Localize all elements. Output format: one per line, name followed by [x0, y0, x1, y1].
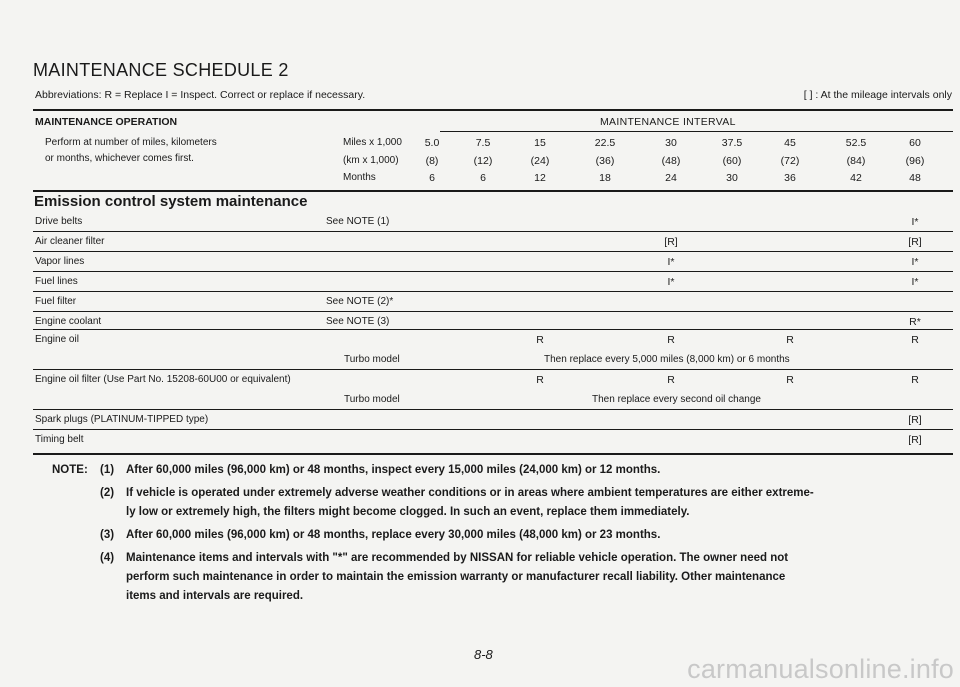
- row-note-ref: Turbo model: [344, 394, 400, 405]
- note-number: (2): [100, 487, 115, 499]
- interval-months-7: 42: [850, 172, 862, 184]
- watermark: carmanualsonline.info: [687, 654, 954, 684]
- perform-instruction-line1: Perform at number of miles, kilometers: [45, 137, 217, 148]
- interval-km-6: (72): [780, 155, 800, 167]
- row-item-label: Engine coolant: [35, 316, 102, 327]
- row-rule: [33, 429, 953, 430]
- row-item-label: Fuel lines: [35, 276, 78, 287]
- mileage-intervals-note: [ ] : At the mileage intervals only: [803, 89, 952, 101]
- row-span-text: Then replace every second oil change: [592, 394, 761, 405]
- row-item-label: Drive belts: [35, 216, 83, 227]
- interval-months-6: 36: [784, 172, 796, 184]
- row-cell: I*: [667, 276, 675, 288]
- note-text-line: Maintenance items and intervals with "*" are recommended by NISSAN for reliable vehicle operation. The owner need not: [126, 552, 789, 564]
- row-item-label: Engine oil filter (Use Part No. 15208-60U00 or equivalent): [35, 374, 291, 385]
- header-maintenance-interval: MAINTENANCE INTERVAL: [600, 116, 736, 128]
- row-cell: R*: [909, 316, 921, 328]
- interval-km-5: (60): [722, 155, 742, 167]
- note-text-line: items and intervals are required.: [126, 590, 304, 602]
- interval-months-3: 18: [599, 172, 611, 184]
- row-item-label: Engine oil: [35, 334, 79, 345]
- table-top-rule: [33, 109, 953, 111]
- interval-km-0: (8): [425, 155, 439, 167]
- interval-km-4: (48): [661, 155, 681, 167]
- interval-km-8: (96): [905, 155, 925, 167]
- row-cell: R: [667, 334, 675, 346]
- interval-miles-4: 30: [665, 137, 677, 149]
- row-rule: [33, 271, 953, 272]
- row-cell: [R]: [908, 434, 922, 446]
- note-number: (1): [100, 464, 115, 476]
- row-cell: I*: [911, 216, 919, 228]
- interval-months-8: 48: [909, 172, 921, 184]
- row-cell: [R]: [908, 414, 922, 426]
- interval-months-1: 6: [480, 172, 486, 184]
- row-item-label: Fuel filter: [35, 296, 77, 307]
- row-span-text: Then replace every 5,000 miles (8,000 km) or 6 months: [544, 354, 790, 365]
- row-cell: R: [911, 334, 919, 346]
- notes-label: NOTE:: [52, 464, 88, 476]
- interval-km-3: (36): [595, 155, 615, 167]
- header-bottom-rule: [33, 190, 953, 192]
- unit-months: Months: [343, 172, 376, 183]
- interval-miles-5: 37.5: [721, 137, 743, 149]
- interval-miles-8: 60: [909, 137, 921, 149]
- interval-miles-6: 45: [784, 137, 796, 149]
- row-rule: [33, 369, 953, 370]
- note-number: (3): [100, 529, 115, 541]
- row-cell: R: [536, 334, 544, 346]
- row-item-label: Vapor lines: [35, 256, 85, 267]
- interval-months-0: 6: [429, 172, 435, 184]
- row-cell: R: [911, 374, 919, 386]
- note-text-line: ly low or extremely high, the filters might become clogged. In such an event, replace them immediately.: [126, 506, 690, 518]
- interval-km-2: (24): [530, 155, 550, 167]
- row-cell: I*: [667, 256, 675, 268]
- row-note-ref: See NOTE (2)*: [326, 296, 394, 307]
- row-rule: [33, 409, 953, 410]
- row-note-ref: Turbo model: [344, 354, 400, 365]
- page-number: 8-8: [474, 647, 493, 662]
- row-item-label: Air cleaner filter: [35, 236, 105, 247]
- interval-miles-0: 5.0: [424, 137, 440, 149]
- row-cell: I*: [911, 276, 919, 288]
- unit-km: (km x 1,000): [343, 155, 399, 166]
- row-cell: R: [786, 374, 794, 386]
- unit-miles: Miles x 1,000: [343, 137, 402, 148]
- note-text-line: If vehicle is operated under extremely adverse weather conditions or in areas where ambient temperatures are either extreme-: [126, 487, 814, 499]
- perform-instruction-line2: or months, whichever comes first.: [45, 153, 194, 164]
- interval-months-4: 24: [665, 172, 677, 184]
- abbreviations-legend: Abbreviations: R = Replace I = Inspect. Correct or replace if necessary.: [35, 89, 366, 101]
- note-text-line: After 60,000 miles (96,000 km) or 48 months, replace every 30,000 miles (48,000 km) or 23 months.: [126, 529, 661, 541]
- row-note-ref: See NOTE (1): [326, 216, 390, 227]
- row-rule: [33, 231, 953, 232]
- row-rule: [33, 251, 953, 252]
- row-cell: I*: [911, 256, 919, 268]
- row-cell: R: [667, 374, 675, 386]
- row-rule: [33, 291, 953, 292]
- row-cell: R: [786, 334, 794, 346]
- row-cell: [R]: [664, 236, 678, 248]
- note-text-line: perform such maintenance in order to maintain the emission warranty or manufacturer recall liability. Other maintenance: [126, 571, 786, 583]
- interval-km-7: (84): [846, 155, 866, 167]
- interval-header-rule: [440, 131, 953, 132]
- row-item-label: Spark plugs (PLATINUM-TIPPED type): [35, 414, 209, 425]
- note-text-line: After 60,000 miles (96,000 km) or 48 months, inspect every 15,000 miles (24,000 km) or 12 months.: [126, 464, 661, 476]
- row-rule: [33, 329, 953, 330]
- interval-miles-1: 7.5: [475, 137, 491, 149]
- row-rule: [33, 311, 953, 312]
- interval-miles-7: 52.5: [845, 137, 867, 149]
- interval-miles-2: 15: [534, 137, 546, 149]
- row-note-ref: See NOTE (3): [326, 316, 390, 327]
- page-title: MAINTENANCE SCHEDULE 2: [33, 60, 289, 80]
- section-title: Emission control system maintenance: [34, 193, 308, 210]
- interval-km-1: (12): [473, 155, 493, 167]
- notes-block: [52, 460, 942, 600]
- header-maintenance-operation: MAINTENANCE OPERATION: [35, 116, 178, 128]
- table-bottom-rule: [33, 453, 953, 455]
- row-item-label: Timing belt: [35, 434, 84, 445]
- note-number: (4): [100, 552, 115, 564]
- interval-months-2: 12: [534, 172, 546, 184]
- row-cell: [R]: [908, 236, 922, 248]
- interval-months-5: 30: [726, 172, 738, 184]
- row-cell: R: [536, 374, 544, 386]
- interval-miles-3: 22.5: [594, 137, 616, 149]
